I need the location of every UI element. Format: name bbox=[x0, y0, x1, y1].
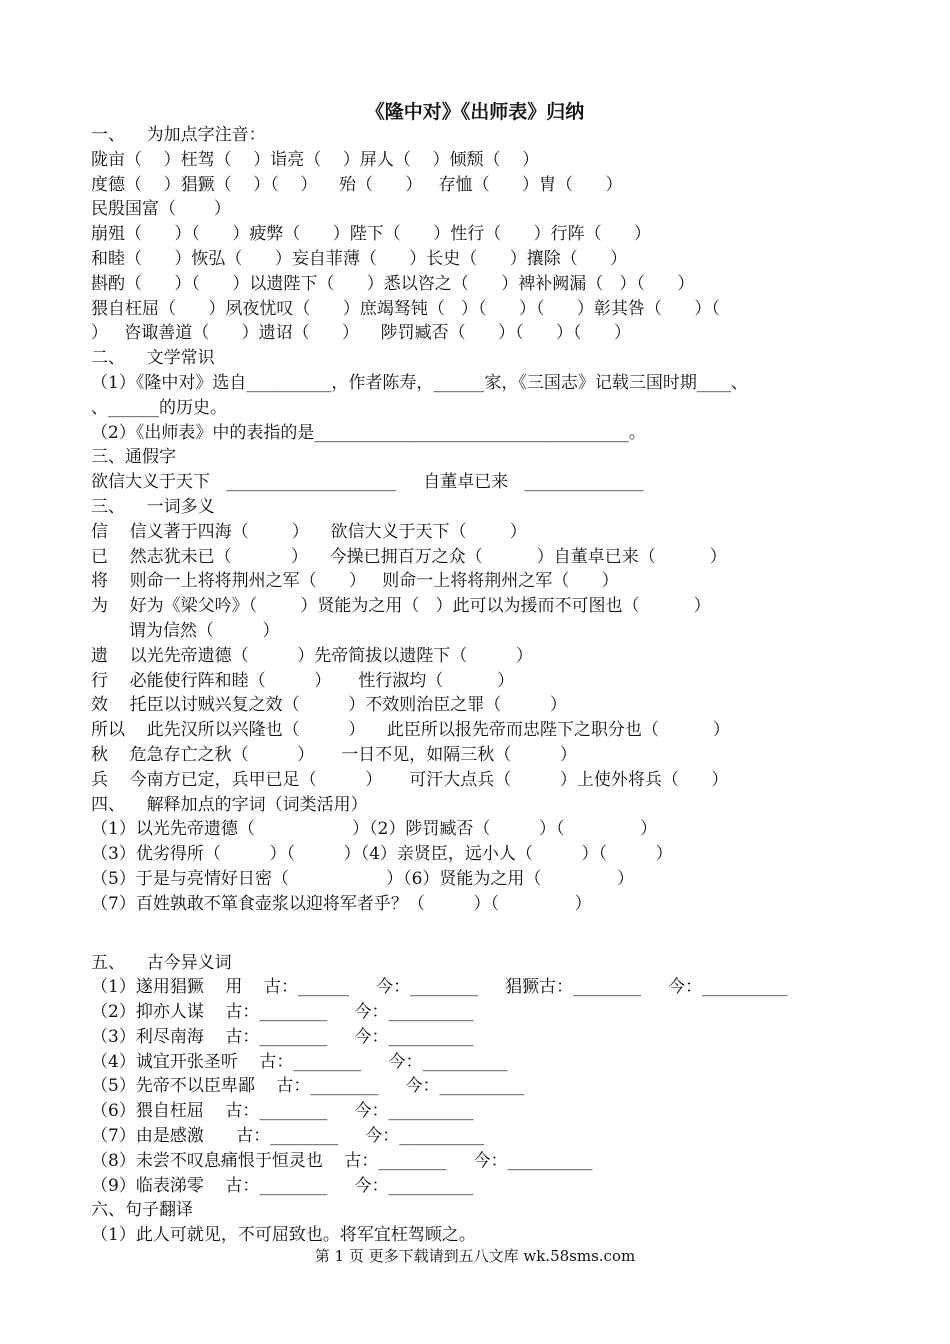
text-line: （4）诚宜开张圣听 古：________ 今：__________ bbox=[91, 1051, 508, 1072]
section-heading: 二、 文学常识 bbox=[91, 348, 215, 369]
text-line: （5）于是与亮情好日密（ ）（6）贤能为之用（ ） bbox=[91, 868, 635, 889]
text-line: 、______的历史。 bbox=[91, 397, 227, 418]
text-line: 将 则命一上将将荆州之军（ ） 则命一上将将荆州之军（ ） bbox=[91, 571, 619, 592]
section-heading: 六、句子翻译 bbox=[91, 1200, 193, 1221]
text-line: 崩殂（ ）（ ）疲弊（ ）陛下（ ）性行（ ）行阵（ ） bbox=[91, 224, 652, 245]
document-body bbox=[91, 123, 861, 1248]
text-line: （9）临表涕零 古：________ 今：__________ bbox=[91, 1175, 474, 1196]
text-line: 秋 危急存亡之秋（ ） 一日不见，如隔三秋（ ） bbox=[91, 744, 577, 765]
text-line: 兵 今南方已定，兵甲已足（ ） 可汗大点兵（ ）上使外将兵（ ） bbox=[91, 769, 729, 790]
text-line: （7）百姓孰敢不箪食壶浆以迎将军者乎？（ ）（ ） bbox=[91, 893, 592, 914]
text-line: （3）利尽南海 古：________ 今：__________ bbox=[91, 1026, 474, 1047]
text-line: 欲信大义于天下 ____________________ 自董卓已来 ______________ bbox=[91, 472, 644, 493]
text-line: 信 信义著于四海（ ） 欲信大义于天下（ ） bbox=[91, 521, 527, 542]
text-line: （1）《隆中对》选自__________，作者陈寿，______家，《三国志》记载三国时期____、 bbox=[91, 372, 748, 393]
text-line: 民殷国富（ ） bbox=[91, 199, 231, 220]
text-line: 谓为信然（ ） bbox=[91, 620, 280, 641]
text-line: （6）猥自枉屈 古：________ 今：__________ bbox=[91, 1101, 474, 1122]
section-heading: 三、通假字 bbox=[91, 447, 176, 468]
text-line: 行 必能使行阵和睦（ ） 性行淑均（ ） bbox=[91, 670, 515, 691]
text-line: （8）未尝不叹息痛恨于恒灵也 古：________ 今：__________ bbox=[91, 1150, 593, 1171]
text-line: ） 咨诹善道（ ）遗诏（ ） 陟罚臧否（ ）（ ）（ ） bbox=[91, 323, 631, 344]
text-line: 斟酌（ ）（ ）以遗陛下（ ）悉以咨之（ ）裨补阙漏（ ）（ ） bbox=[91, 273, 695, 294]
section-heading: 五、 古今异义词 bbox=[91, 952, 232, 973]
text-line: （1）遂用猖獗 用 古：______ 今：________ 猖獗古：________ 今：__________ bbox=[91, 977, 788, 998]
text-line: 一、 为加点字注音： bbox=[91, 125, 266, 145]
text-line: 度德（ ）猖獗（ ）（ ） 殆（ ） 存恤（ ）胄（ ） bbox=[91, 174, 623, 195]
text-line: 为 好为《梁父吟》（ ）贤能为之用（ ）此可以为援而不可图也（ ） bbox=[91, 596, 711, 617]
text-line: 和睦（ ）恢弘（ ）妄自菲薄（ ）长史（ ）攘除（ ） bbox=[91, 248, 628, 269]
page-footer: 第 1 页 更多下载请到五八文库 wk.58sms.com bbox=[314, 1247, 636, 1265]
text-line: （2）《出师表》中的表指的是_____________________________________。 bbox=[91, 422, 646, 443]
text-line: （5）先帝不以臣卑鄙 古：________ 今：__________ bbox=[91, 1076, 525, 1097]
text-line: （1）此人可就见，不可屈致也。将军宜枉驾顾之。 bbox=[91, 1225, 476, 1246]
section-heading: 三、 一词多义 bbox=[91, 496, 215, 517]
text-line: （3）优劣得所（ ）（ ）（4）亲贤臣，远小人（ ）（ ） bbox=[91, 844, 673, 865]
text-line: （7）由是感激 古：________ 今：__________ bbox=[91, 1126, 485, 1147]
text-line: 已 然志犹未已（ ） 今操已拥百万之众（ ）自董卓已来（ ） bbox=[91, 546, 727, 567]
text-line: 效 托臣以讨贼兴复之效（ ）不效则治臣之罪（ ） bbox=[91, 695, 567, 716]
text-line: 遗 以光先帝遗德（ ）先帝简拔以遗陛下（ ） bbox=[91, 645, 533, 666]
section-heading: 四、 解释加点的字词（词类活用） bbox=[91, 794, 368, 815]
document-title: 《隆中对》《出师表》归纳 bbox=[365, 101, 585, 123]
text-line: （2）抑亦人谋 古：________ 今：__________ bbox=[91, 1002, 474, 1023]
text-line: 猥自枉屈（ ）夙夜忧叹（ ）庶竭驽钝（ ）（ ）（ ）彰其咎（ ）（ bbox=[91, 298, 720, 319]
blank-gap bbox=[91, 917, 861, 951]
text-line: （1）以光先帝遗德（ ）（2）陟罚臧否（ ）（ ） bbox=[91, 819, 658, 840]
text-line: 陇亩（ ）枉驾（ ）诣亮（ ）屏人（ ）倾颓（ ） bbox=[91, 149, 540, 170]
text-line: 所以 此先汉所以兴隆也（ ） 此臣所以报先帝而忠陛下之职分也（ ） bbox=[91, 720, 730, 741]
